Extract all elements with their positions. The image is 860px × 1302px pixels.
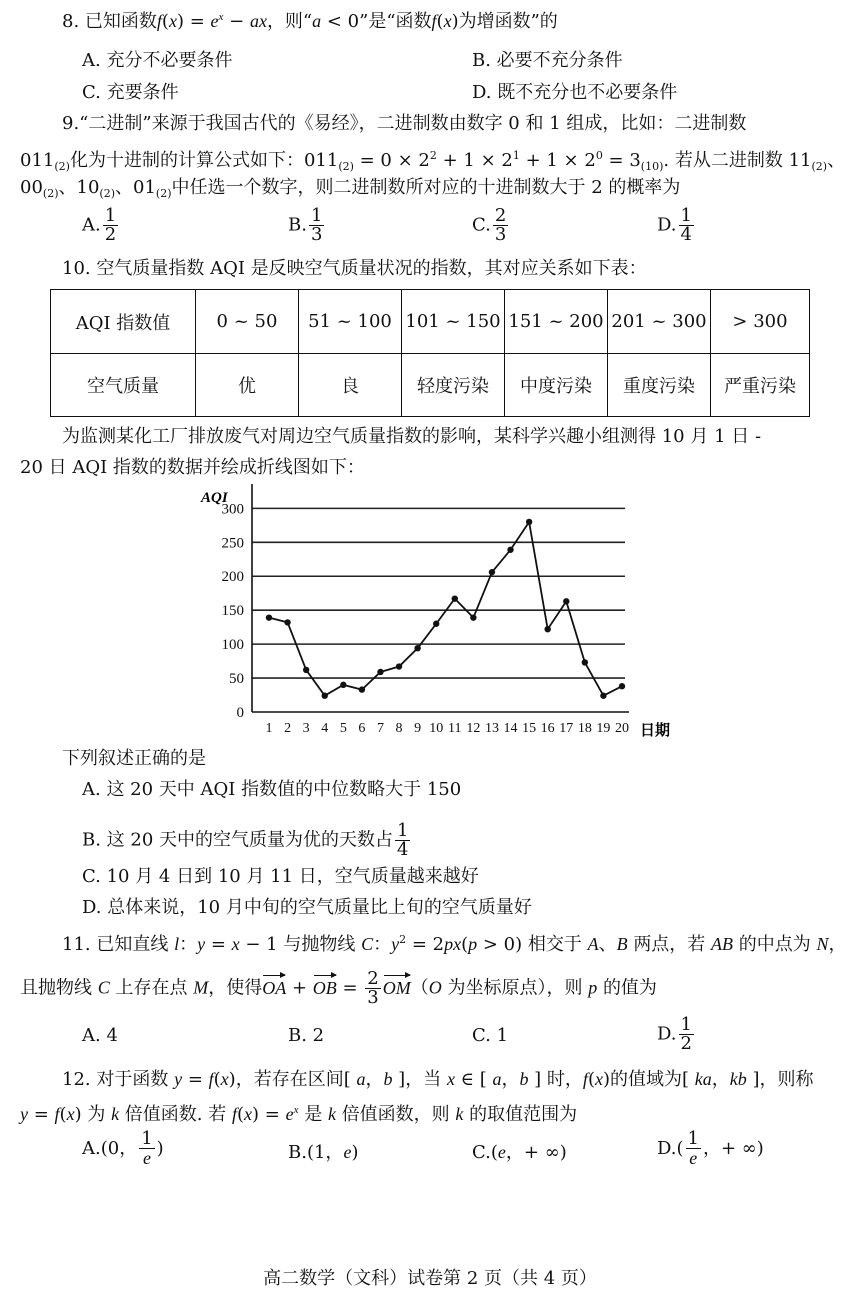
y-tick-label: 50 <box>229 671 244 688</box>
aqi-cell: 101 ~ 150 <box>402 290 505 354</box>
aqi-cell: 201 ~ 300 <box>608 290 711 354</box>
q11-option-a[interactable]: A. 4 <box>82 1025 118 1046</box>
q11-stem: 11. 已知直线 l：y = x − 1 与抛物线 C：$y^2 = 2px(p > 0)$ 相交于 A、B 两点，若 AB 的中点为 N， <box>62 933 847 955</box>
x-tick-label: 4 <box>321 721 329 736</box>
q12-option-c[interactable]: C.(e，+ ∞) <box>472 1142 567 1163</box>
x-tick-label: 5 <box>339 721 347 736</box>
y-tick-label: 100 <box>221 637 244 654</box>
data-point <box>452 595 458 601</box>
q10-option-a[interactable]: A. 这 20 天中 AQI 指数值的中位数略大于 150 <box>82 779 462 800</box>
q10-option-c[interactable]: C. 10 月 4 日到 10 月 11 日，空气质量越来越好 <box>82 866 479 887</box>
q9-line3: $00_{(2)}$、$10_{(2)}$、$01_{(2)}$中任选一个数字，则二进制数所对应的十进制数大于 2 的概率为 <box>20 177 681 200</box>
q9-option-d[interactable]: D. $\frac{1}{4}$ <box>657 205 692 245</box>
aqi-cell: 151 ~ 200 <box>505 290 608 354</box>
x-tick-label: 15 <box>522 721 537 736</box>
x-tick-label: 2 <box>284 721 292 736</box>
chart-y-tick-labels <box>222 501 245 721</box>
aqi-series-line <box>269 522 622 696</box>
aqi-cell: 0 ~ 50 <box>196 290 299 354</box>
x-tick-label: 12 <box>466 721 481 736</box>
q10-intro: 10. 空气质量指数 AQI 是反映空气质量状况的指数，其对应关系如下表： <box>62 258 647 279</box>
data-point <box>544 626 550 632</box>
y-tick-label: 250 <box>221 535 244 552</box>
q8-option-a[interactable]: A. 充分不必要条件 <box>82 50 233 71</box>
x-tick-label: 10 <box>429 721 444 736</box>
data-point <box>600 693 606 699</box>
aqi-table <box>50 289 810 417</box>
x-tick-label: 9 <box>414 721 422 736</box>
x-tick-label: 18 <box>577 721 592 736</box>
y-tick-label: 200 <box>221 569 244 586</box>
q12-line2: y = f(x) 为 k 倍值函数. 若 $f(x) = e^x$ 是 k 倍值函数，则 k 的取值范围为 <box>20 1104 578 1125</box>
x-tick-label: 8 <box>395 721 403 736</box>
data-point <box>377 669 383 675</box>
page-footer: 高二数学（文科）试卷第 2 页（共 4 页） <box>263 1268 597 1289</box>
aqi-cell: 中度污染 <box>505 354 608 417</box>
aqi-cell: 良 <box>299 354 402 417</box>
q12-option-b[interactable]: B.(1，e) <box>288 1142 359 1163</box>
data-point <box>619 683 625 689</box>
q11-option-c[interactable]: C. 1 <box>472 1025 509 1046</box>
x-tick-label: 7 <box>376 721 384 736</box>
q11-option-b[interactable]: B. 2 <box>288 1025 325 1046</box>
chart-series <box>266 519 625 699</box>
x-tick-label: 14 <box>503 721 518 736</box>
x-tick-label: 6 <box>358 721 366 736</box>
data-point <box>582 659 588 665</box>
q11-option-d[interactable]: D. $\frac{1}{2}$ <box>657 1014 692 1054</box>
aqi-cell: 重度污染 <box>608 354 711 417</box>
x-tick-label: 11 <box>448 721 462 736</box>
data-point <box>284 619 290 625</box>
x-tick-label: 16 <box>540 721 555 736</box>
chart-gridlines <box>252 508 625 678</box>
y-tick-label: 150 <box>221 603 244 620</box>
aqi-table-quality-row <box>51 354 810 417</box>
q10-option-d[interactable]: D. 总体来说，10 月中旬的空气质量比上旬的空气质量好 <box>82 897 532 918</box>
data-point <box>489 569 495 575</box>
aqi-line-chart <box>195 484 685 742</box>
q9-line2: $011_{(2)}$化为十进制的计算公式如下：$011_{(2)} = 0 \times 2^2 + 1 \times 2^1 + 1 \times 2^0 = 3_{(10)}$. 若从二进制数 $11_{(2)}$、 <box>20 149 846 173</box>
q8-option-b[interactable]: B. 必要不充分条件 <box>472 50 623 71</box>
data-point <box>340 682 346 688</box>
data-point <box>303 667 309 673</box>
q10-paragraph-line1: 为监测某化工厂排放废气对周边空气质量指数的影响，某科学兴趣小组测得 10 月 1 日 - <box>62 426 762 447</box>
q9-option-c[interactable]: C. $\frac{2}{3}$ <box>472 205 507 245</box>
q8-stem: 8. 已知函数$f(x) = e^x$ − ax，则“a < 0”是“函数f(x)为增函数”的 <box>62 11 558 32</box>
data-point <box>507 547 513 553</box>
data-point <box>414 645 420 651</box>
y-tick-label: 0 <box>236 705 244 721</box>
q8-option-d[interactable]: D. 既不充分也不必要条件 <box>472 82 678 103</box>
q12-option-d[interactable]: D.( $\frac{1}{e}$ ，+ ∞) <box>657 1128 764 1168</box>
aqi-cell: 严重污染 <box>711 354 810 417</box>
x-tick-label: 3 <box>302 721 310 736</box>
aqi-cell: > 300 <box>711 290 810 354</box>
x-tick-label: 1 <box>265 721 273 736</box>
data-point <box>396 663 402 669</box>
x-tick-label: 13 <box>484 721 499 736</box>
q10-question: 下列叙述正确的是 <box>62 748 206 769</box>
q12-stem: 12. 对于函数 y = f(x)，若存在区间[ a，b ]，当 x ∈ [ a，b ] 时，f(x)的值域为[ ka，kb ]，则称 <box>62 1069 814 1090</box>
q10-paragraph-line2: 20 日 AQI 指数的数据并绘成折线图如下： <box>20 457 365 478</box>
q11-line2: 且抛物线 C 上存在点 M，使得OA + OB = $\frac{2}{3}$ OM（O 为坐标原点），则 p 的值为 <box>20 968 657 1008</box>
x-tick-label: 20 <box>615 721 629 736</box>
data-point <box>359 686 365 692</box>
aqi-cell: 轻度污染 <box>402 354 505 417</box>
q8-option-c[interactable]: C. 充要条件 <box>82 82 179 103</box>
aqi-cell: 空气质量 <box>51 354 196 417</box>
q9-option-b[interactable]: B. $\frac{1}{3}$ <box>288 205 323 245</box>
y-tick-label: 300 <box>221 501 244 518</box>
aqi-cell: 优 <box>196 354 299 417</box>
data-point <box>563 598 569 604</box>
aqi-table-header-row <box>51 290 810 354</box>
chart-y-axis-label: AQI <box>201 490 228 506</box>
chart-x-tick-labels <box>266 721 630 736</box>
data-point <box>322 693 328 699</box>
data-point <box>526 519 532 525</box>
data-point <box>433 621 439 627</box>
aqi-cell: AQI 指数值 <box>51 290 196 354</box>
q12-option-a[interactable]: A.(0， $\frac{1}{e}$ ) <box>82 1128 164 1168</box>
data-point <box>470 614 476 620</box>
chart-x-axis-label: 日期 <box>640 723 671 739</box>
data-point <box>266 614 272 620</box>
q9-option-a[interactable]: A. $\frac{1}{2}$ <box>82 205 117 245</box>
q10-option-b[interactable]: B. 这 20 天中的空气质量为优的天数占 $\frac{1}{4}$ <box>82 820 409 860</box>
q9-line1: 9.“二进制”来源于我国古代的《易经》，二进制数由数字 0 和 1 组成，比如：二进制数 <box>62 113 747 134</box>
x-tick-label: 19 <box>596 721 611 736</box>
x-tick-label: 17 <box>559 721 574 736</box>
aqi-cell: 51 ~ 100 <box>299 290 402 354</box>
